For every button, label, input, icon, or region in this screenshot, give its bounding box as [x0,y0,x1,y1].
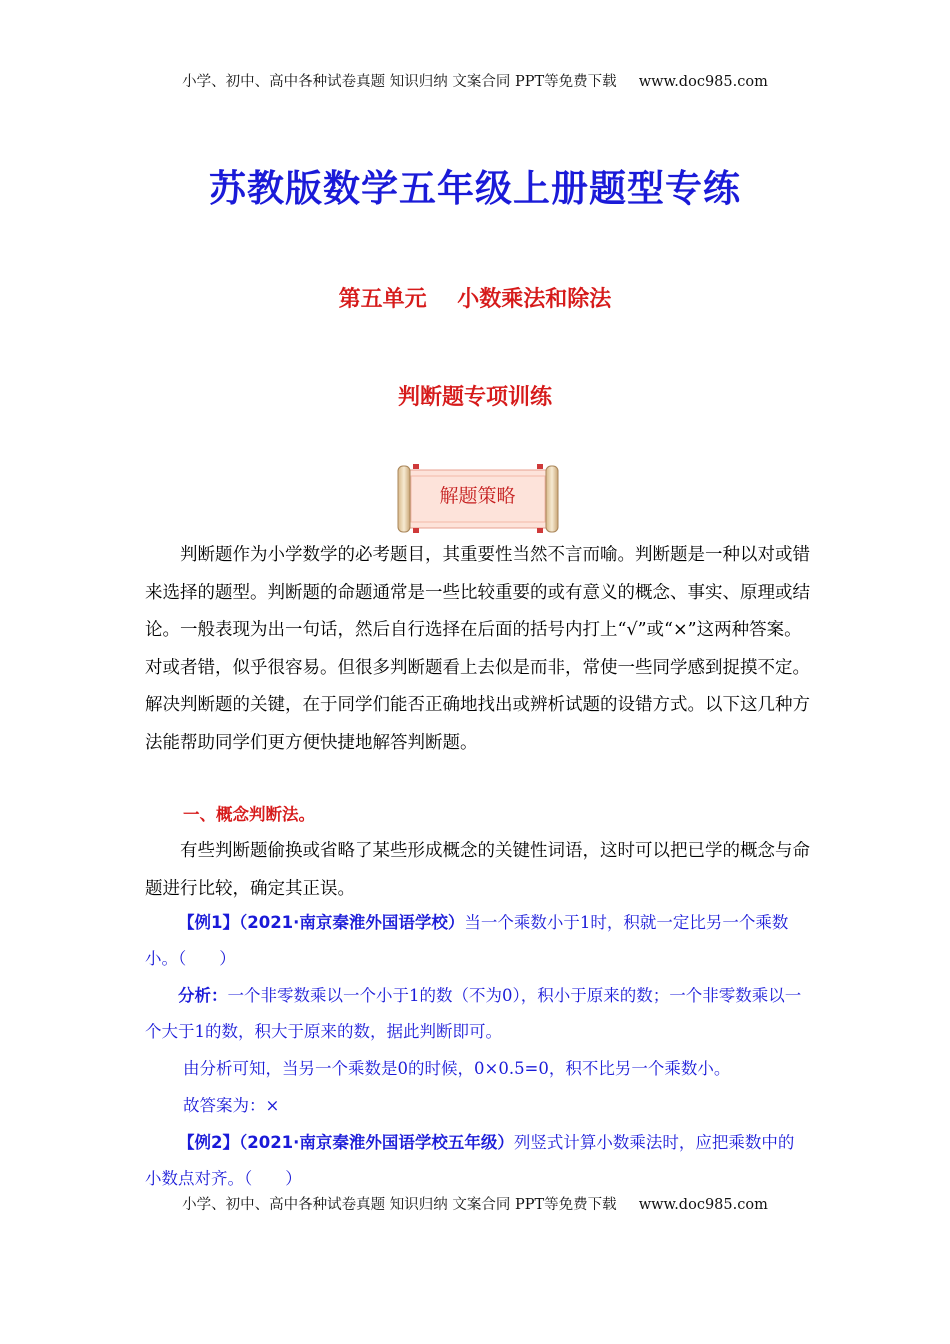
footer-text: 小学、初中、高中各种试卷真题 知识归纳 文案合同 PPT等免费下载 [182,1197,617,1213]
section1-heading: 一、概念判断法。 [183,805,315,824]
header-text: 小学、初中、高中各种试卷真题 知识归纳 文案合同 PPT等免费下载 [182,74,617,90]
intro-paragraph: 判断题作为小学数学的必考题目，其重要性当然不言而喻。判断题是一种以对或错来选择的题型。判断题的命题通常是一些比较重要的或有意义的概念、事实、原理或结论。一般表现为出一句话，然后自行选择在后面的括号内打上“√”或“×”这两种答案。对或者错，似乎很容易。但很多判断题看上去似是而非，常使一些同学感到捉摸不定。解决判断题的关键，在于同学们能否正确地找出或辨析试题的设错方式。以下这几种方法能帮助同学们更方便快捷地解答判断题。 [145,545,810,753]
section1-text: 有些判断题偷换或省略了某些形成概念的关键性词语，这时可以把已学的概念与命题进行比较，确定其正误。 [145,841,810,899]
page-footer [0,1193,950,1214]
example1-answer: 故答案为：× [183,1096,280,1115]
footer-site: www.doc985.com [638,1197,768,1213]
analysis-text: 一个非零数乘以一个小于1的数（不为0），积小于原来的数；一个非零数乘以一个大于1的数，积大于原来的数，据此判断即可。 [145,986,802,1041]
analysis-label: 分析： [178,986,228,1005]
example1-question: 当一个乘数小于1时，积就一定比另一个乘数小。（ ） [145,913,789,968]
example2-question: 列竖式计算小数乘法时，应把乘数中的小数点对齐。（ ） [145,1133,795,1188]
example2 [145,1125,810,1197]
example2-label: 【例2】（2021·南京秦淮外国语学校五年级） [178,1133,514,1152]
scroll-banner [395,462,560,534]
example1-detail: 由分析可知，当另一个乘数是0的时候，0×0.5=0，积不比另一个乘数小。 [183,1059,731,1078]
header-site: www.doc985.com [638,74,768,90]
page-header [0,70,950,91]
example1 [145,905,810,977]
section-subtitle: 判断题专项训练 [397,385,552,410]
document-title: 苏教版数学五年级上册题型专练 [209,167,741,210]
example1-label: 【例1】（2021·南京秦淮外国语学校） [178,913,465,932]
example1-analysis [145,978,810,1050]
unit-heading: 第五单元 小数乘法和除法 [338,287,612,312]
banner-label: 解题策略 [439,485,516,507]
